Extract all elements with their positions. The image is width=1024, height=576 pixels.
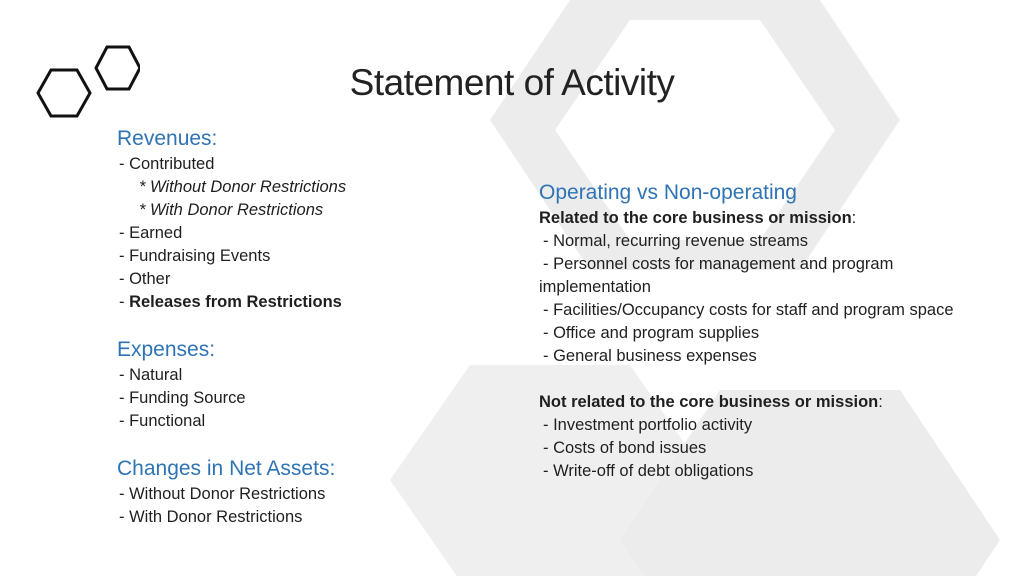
- operating-heading: Operating vs Non-operating: [539, 181, 797, 204]
- revenue-contributed: - Contributed: [119, 155, 215, 173]
- revenue-with-restrictions: * With Donor Restrictions: [139, 201, 324, 219]
- related-item: - Office and program supplies: [543, 324, 760, 342]
- revenue-releases: [117, 291, 477, 314]
- related-item: - Personnel costs for management and program implementation: [539, 255, 894, 296]
- slide-title: Statement of Activity: [349, 62, 675, 103]
- not-related-colon: :: [878, 393, 883, 411]
- net-assets-heading: Changes in Net Assets:: [117, 457, 336, 480]
- expense-item: - Natural: [119, 366, 183, 384]
- revenue-earned: - Earned: [119, 224, 183, 242]
- expenses-heading: Expenses:: [117, 338, 216, 361]
- related-label-line: [539, 207, 959, 230]
- related-item: - General business expenses: [543, 347, 757, 365]
- expense-item: - Functional: [119, 412, 206, 430]
- revenue-other: - Other: [119, 270, 171, 288]
- releases-label: Releases from Restrictions: [129, 293, 342, 311]
- related-item: - Facilities/Occupancy costs for staff and program space: [543, 301, 954, 319]
- not-related-label: Not related to the core business or mission: [539, 393, 879, 411]
- net-assets-item: - With Donor Restrictions: [119, 508, 303, 526]
- revenue-without-restrictions: * Without Donor Restrictions: [139, 178, 347, 196]
- left-column: [117, 126, 477, 529]
- related-item: - Normal, recurring revenue streams: [543, 232, 808, 250]
- net-assets-item: - Without Donor Restrictions: [119, 485, 326, 503]
- right-column: [539, 180, 959, 483]
- related-label: Related to the core business or mission: [539, 209, 852, 227]
- revenue-fundraising: - Fundraising Events: [119, 247, 271, 265]
- related-colon: :: [851, 209, 857, 227]
- not-related-label-line: [539, 391, 959, 414]
- revenues-heading: Revenues:: [117, 127, 218, 150]
- not-related-item: - Investment portfolio activity: [543, 416, 753, 434]
- not-related-item: - Write-off of debt obligations: [543, 462, 754, 480]
- not-related-item: - Costs of bond issues: [543, 439, 707, 457]
- releases-prefix: -: [119, 293, 130, 311]
- expense-item: - Funding Source: [119, 389, 246, 407]
